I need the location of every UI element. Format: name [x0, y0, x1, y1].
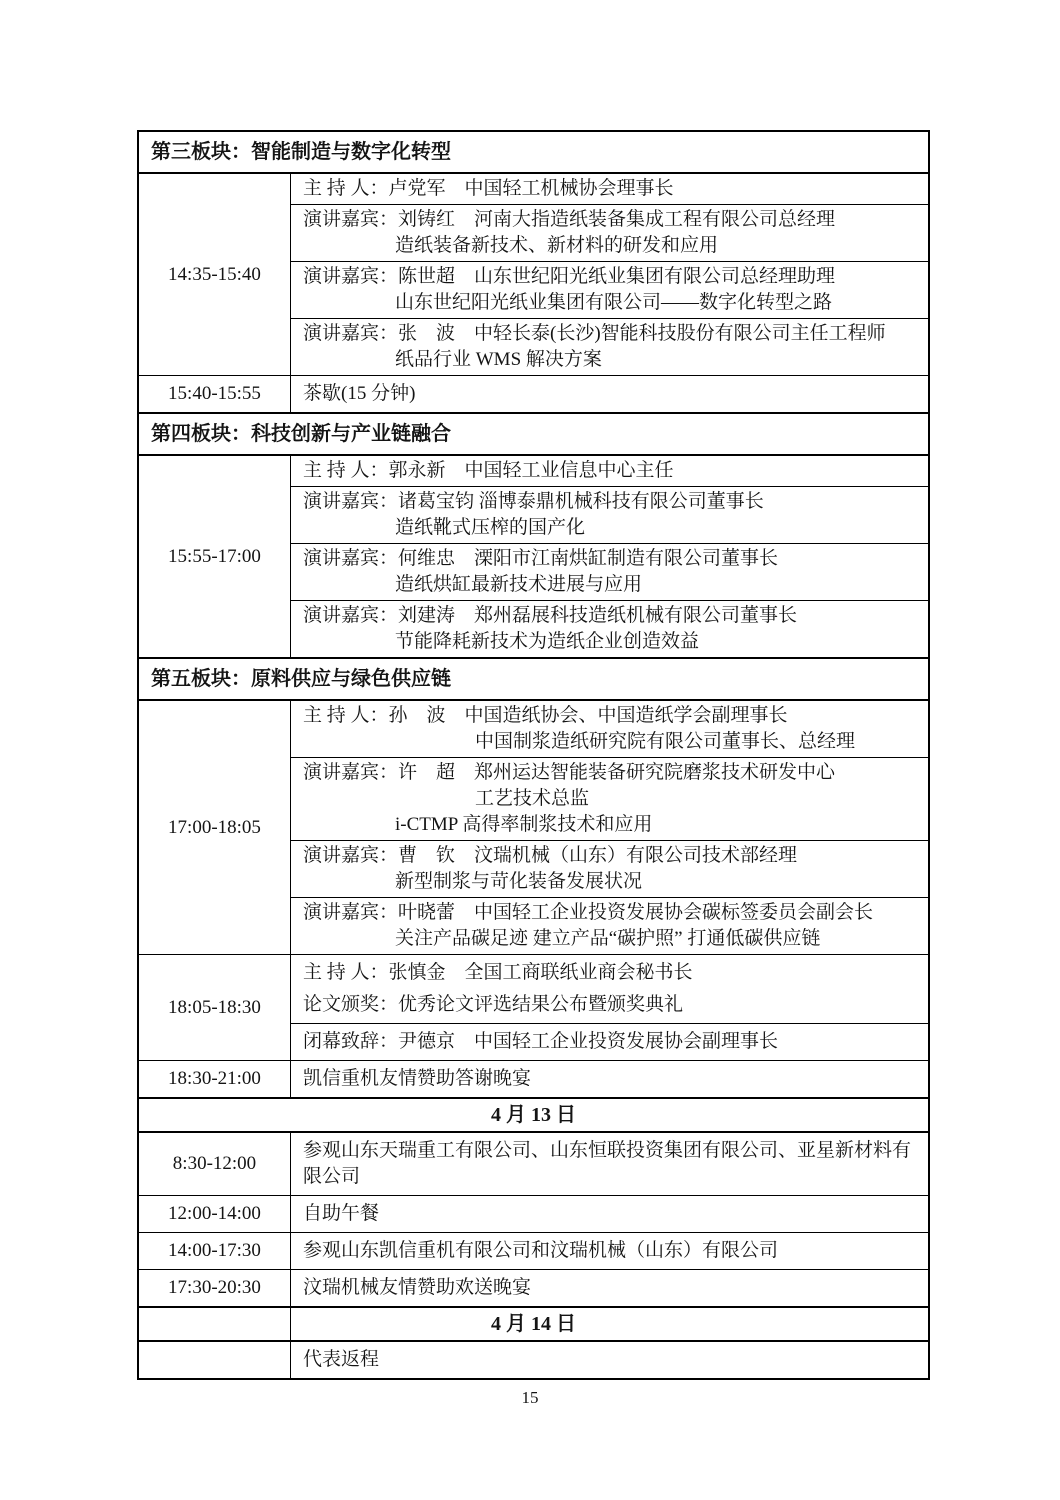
row-lunch — [139, 1195, 928, 1232]
row-text-cell — [291, 1233, 928, 1269]
role-label: 演讲嘉宾： — [303, 762, 399, 783]
line-text: 何维忠 溧阳市江南烘缸制造有限公司董事长 — [398, 548, 779, 569]
row-1700-1805 — [139, 699, 928, 954]
row-text: 参观山东天瑞重工有限公司、山东恒联投资集团有限公司、亚星新材料有限公司 — [303, 1140, 912, 1187]
agenda-line — [303, 1029, 920, 1055]
agenda-entry-speaker — [291, 261, 928, 318]
row-text-cell — [291, 1342, 928, 1378]
line-text: 刘铸红 河南大指造纸装备集成工程有限公司总经理 — [398, 209, 836, 230]
agenda-line — [303, 603, 920, 629]
date-title: 4 月 14 日 — [491, 1313, 576, 1335]
line-text: 卢党军 中国轻工机械协会理事长 — [388, 178, 674, 199]
row-text-cell — [291, 1133, 928, 1195]
agenda-entry-closing — [291, 1023, 928, 1060]
block-content — [291, 955, 928, 1060]
line-text: 刘建涛 郑州磊展科技造纸机械有限公司董事长 — [398, 605, 798, 626]
agenda-line — [303, 760, 920, 786]
row-text: 代表返程 — [303, 1349, 380, 1370]
agenda-line — [303, 900, 920, 926]
line-text: 郭永新 中国轻工业信息中心主任 — [388, 460, 674, 481]
agenda-table — [137, 130, 930, 1380]
row-farewell-dinner — [139, 1269, 928, 1306]
row-1555-1700 — [139, 454, 928, 657]
agenda-line — [303, 321, 920, 347]
row-1435-1540 — [139, 172, 928, 375]
agenda-entry-speaker — [291, 757, 928, 840]
line-text: 张慎金 全国工商联纸业商会秘书长 — [388, 962, 693, 983]
affiliation-line: 中国制浆造纸研究院有限公司董事长、总经理 — [475, 731, 856, 752]
time-cell: 17:30-20:30 — [139, 1270, 291, 1306]
agenda-entry-speaker — [291, 600, 928, 657]
line-text: 诸葛宝钧 淄博泰鼎机械科技有限公司董事长 — [398, 491, 764, 512]
row-text-cell — [291, 376, 928, 412]
row-1805-1830 — [139, 954, 928, 1060]
role-label: 论文颁奖： — [303, 994, 399, 1015]
role-label: 主 持 人： — [303, 460, 389, 481]
role-label: 演讲嘉宾： — [303, 845, 399, 866]
agenda-line — [303, 176, 920, 202]
topic-line: 新型制浆与苛化装备发展状况 — [395, 871, 643, 892]
section-header-3: 第三板块：智能制造与数字化转型 — [151, 141, 451, 163]
time-cell: 18:30-21:00 — [139, 1061, 291, 1097]
row-tea-break — [139, 375, 928, 412]
row-text-cell — [291, 1270, 928, 1306]
agenda-entry-host — [291, 174, 928, 204]
date-banner-apr14 — [139, 1306, 928, 1340]
role-label: 主 持 人： — [303, 962, 389, 983]
page-number: 15 — [521, 1388, 539, 1407]
date-title: 4 月 13 日 — [491, 1104, 576, 1126]
agenda-entry-speaker — [291, 486, 928, 543]
role-label: 演讲嘉宾： — [303, 548, 399, 569]
time-cell: 15:55-17:00 — [139, 456, 291, 657]
block-content — [291, 456, 928, 657]
role-label: 闭幕致辞： — [303, 1031, 399, 1052]
topic-line: 节能降耗新技术为造纸企业创造效益 — [395, 631, 700, 652]
time-cell: 12:00-14:00 — [139, 1196, 291, 1232]
role-label: 演讲嘉宾： — [303, 209, 399, 230]
agenda-line — [303, 992, 920, 1018]
row-text: 参观山东凯信重机有限公司和汶瑞机械（山东）有限公司 — [303, 1240, 779, 1261]
section-header-4: 第四板块：科技创新与产业链融合 — [139, 412, 928, 454]
line-text: 尹德京 中国轻工企业投资发展协会副理事长 — [398, 1031, 779, 1052]
time-cell-empty — [139, 1342, 291, 1378]
date-banner-apr13 — [139, 1097, 928, 1131]
agenda-line — [303, 546, 920, 572]
role-label: 主 持 人： — [303, 178, 389, 199]
agenda-line — [303, 703, 920, 729]
line-text: 许 超 郑州运达智能装备研究院磨浆技术研发中心 — [398, 762, 836, 783]
agenda-line — [303, 960, 920, 986]
agenda-entry-speaker — [291, 897, 928, 954]
time-cell: 15:40-15:55 — [139, 376, 291, 412]
row-text-cell — [291, 1061, 928, 1097]
line-text: 叶晓蕾 中国轻工企业投资发展协会碳标签委员会副会长 — [398, 902, 874, 923]
section-header-5: 第五板块：原料供应与绿色供应链 — [139, 657, 928, 699]
agenda-entry-speaker — [291, 840, 928, 897]
agenda-entry-speaker — [291, 318, 928, 375]
role-label: 演讲嘉宾： — [303, 266, 399, 287]
line-text: 孙 波 中国造纸协会、中国造纸学会副理事长 — [388, 705, 788, 726]
row-text: 凯信重机友情赞助答谢晚宴 — [303, 1068, 532, 1089]
agenda-entry-speaker — [291, 543, 928, 600]
time-cell: 17:00-18:05 — [139, 701, 291, 954]
time-cell: 8:30-12:00 — [139, 1133, 291, 1195]
affiliation-line: 工艺技术总监 — [475, 788, 590, 809]
row-text: 茶歇(15 分钟) — [303, 383, 416, 404]
row-visit-afternoon — [139, 1232, 928, 1269]
topic-line: 造纸靴式压榨的国产化 — [395, 517, 586, 538]
line-text: 张 波 中轻长泰(长沙)智能科技股份有限公司主任工程师 — [398, 323, 886, 344]
row-banquet — [139, 1060, 928, 1097]
row-text: 自助午餐 — [303, 1203, 380, 1224]
topic-line: 关注产品碳足迹 建立产品“碳护照” 打通低碳供应链 — [395, 928, 821, 949]
agenda-entry-host — [291, 701, 928, 757]
time-cell: 18:05-18:30 — [139, 955, 291, 1060]
topic-line: 造纸装备新技术、新材料的研发和应用 — [395, 235, 719, 256]
row-text-cell — [291, 1196, 928, 1232]
line-text: 曹 钦 汶瑞机械（山东）有限公司技术部经理 — [398, 845, 798, 866]
agenda-line — [303, 843, 920, 869]
line-text: 陈世超 山东世纪阳光纸业集团有限公司总经理助理 — [398, 266, 836, 287]
role-label: 演讲嘉宾： — [303, 491, 399, 512]
topic-line: 造纸烘缸最新技术进展与应用 — [395, 574, 643, 595]
agenda-line — [303, 458, 920, 484]
role-label: 演讲嘉宾： — [303, 605, 399, 626]
agenda-entry-speaker — [291, 204, 928, 261]
agenda-entry-host — [291, 456, 928, 486]
topic-line: i-CTMP 高得率制浆技术和应用 — [395, 814, 653, 835]
role-label: 演讲嘉宾： — [303, 902, 399, 923]
topic-line: 纸品行业 WMS 解决方案 — [395, 349, 602, 370]
time-cell: 14:35-15:40 — [139, 174, 291, 375]
agenda-line — [303, 207, 920, 233]
topic-line: 山东世纪阳光纸业集团有限公司——数字化转型之路 — [395, 292, 833, 313]
row-departure — [139, 1340, 928, 1378]
agenda-line — [303, 264, 920, 290]
agenda-line — [303, 489, 920, 515]
row-text: 汶瑞机械友情赞助欢送晚宴 — [303, 1277, 532, 1298]
role-label: 演讲嘉宾： — [303, 323, 399, 344]
block-content — [291, 701, 928, 954]
agenda-entry-host-awards — [291, 955, 928, 1023]
row-visit-morning — [139, 1131, 928, 1195]
role-label: 主 持 人： — [303, 705, 389, 726]
block-content — [291, 174, 928, 375]
line-text: 优秀论文评选结果公布暨颁奖典礼 — [398, 994, 684, 1015]
time-cell: 14:00-17:30 — [139, 1233, 291, 1269]
